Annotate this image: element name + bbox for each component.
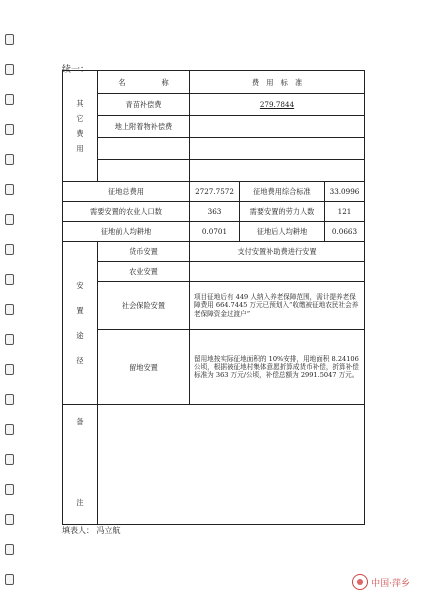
resettle-desc-land: 留用地按实际征地面积的 10%安排，用地面积 8.24106 公顷，根据被征地村集体意愿折算成货币补偿，折算补偿标准为 363 万元/公顷，补偿总额为 2991.5047 万元。 [190,330,365,405]
empty-cell [190,160,365,182]
empty-cell [98,138,190,160]
binding-holes [0,0,18,600]
land-acquisition-form [62,70,365,525]
fee-value-seedling: 279.7844 [190,94,365,116]
filler-line [62,525,121,536]
continued-label: 续一： [62,65,90,75]
after-land-value: 0.0663 [325,222,365,242]
resettle-item-agri: 农业安置 [98,262,190,282]
standard-label: 征地费用综合标准 [240,182,325,202]
farm-pop-value: 363 [190,202,240,222]
total-cost-label: 征地总费用 [63,182,190,202]
fee-value-attachments [190,116,365,138]
col-header-name: 名 称 [98,71,190,94]
before-land-label: 征地前人均耕地 [63,222,190,242]
resettle-desc-cash: 支付安置补助费进行安置 [190,242,365,262]
seal-icon [352,574,368,590]
labor-value: 121 [325,202,365,222]
total-cost-value: 2727.7572 [190,182,240,202]
resettle-item-land: 留地安置 [98,330,190,405]
resettle-item-insurance: 社会保险安置 [98,282,190,330]
col-header-standard: 费 用 标 准 [190,71,365,94]
fee-name-seedling: 青苗补偿费 [98,94,190,116]
resettle-desc-agri [190,262,365,282]
remarks-label: 备 注 [63,405,98,525]
before-land-value: 0.0701 [190,222,240,242]
resettlement-label: 安 置 途 径 [63,242,98,405]
empty-cell [190,138,365,160]
farm-pop-label: 需要安置的农业人口数 [63,202,190,222]
after-land-label: 征地后人均耕地 [240,222,325,242]
resettle-item-cash: 货币安置 [98,242,190,262]
fee-name-attachments: 地上附着物补偿费 [98,116,190,138]
resettle-desc-insurance: 项目征地后有 449 人纳入养老保障范围，需计提养老保障费用 664.7445 万元已预划入“收缴被征地农民社会养老保障资金过渡户” [190,282,365,330]
site-logo: 中国·萍乡 [352,574,410,590]
remarks-content [98,405,365,525]
labor-label: 需要安置的劳力人数 [240,202,325,222]
other-fees-label: 其 它 费 用 [63,71,98,182]
filler-name: 冯立航 [96,526,121,535]
filler-label: 填表人： [62,526,94,535]
empty-cell [98,160,190,182]
standard-value: 33.0996 [325,182,365,202]
